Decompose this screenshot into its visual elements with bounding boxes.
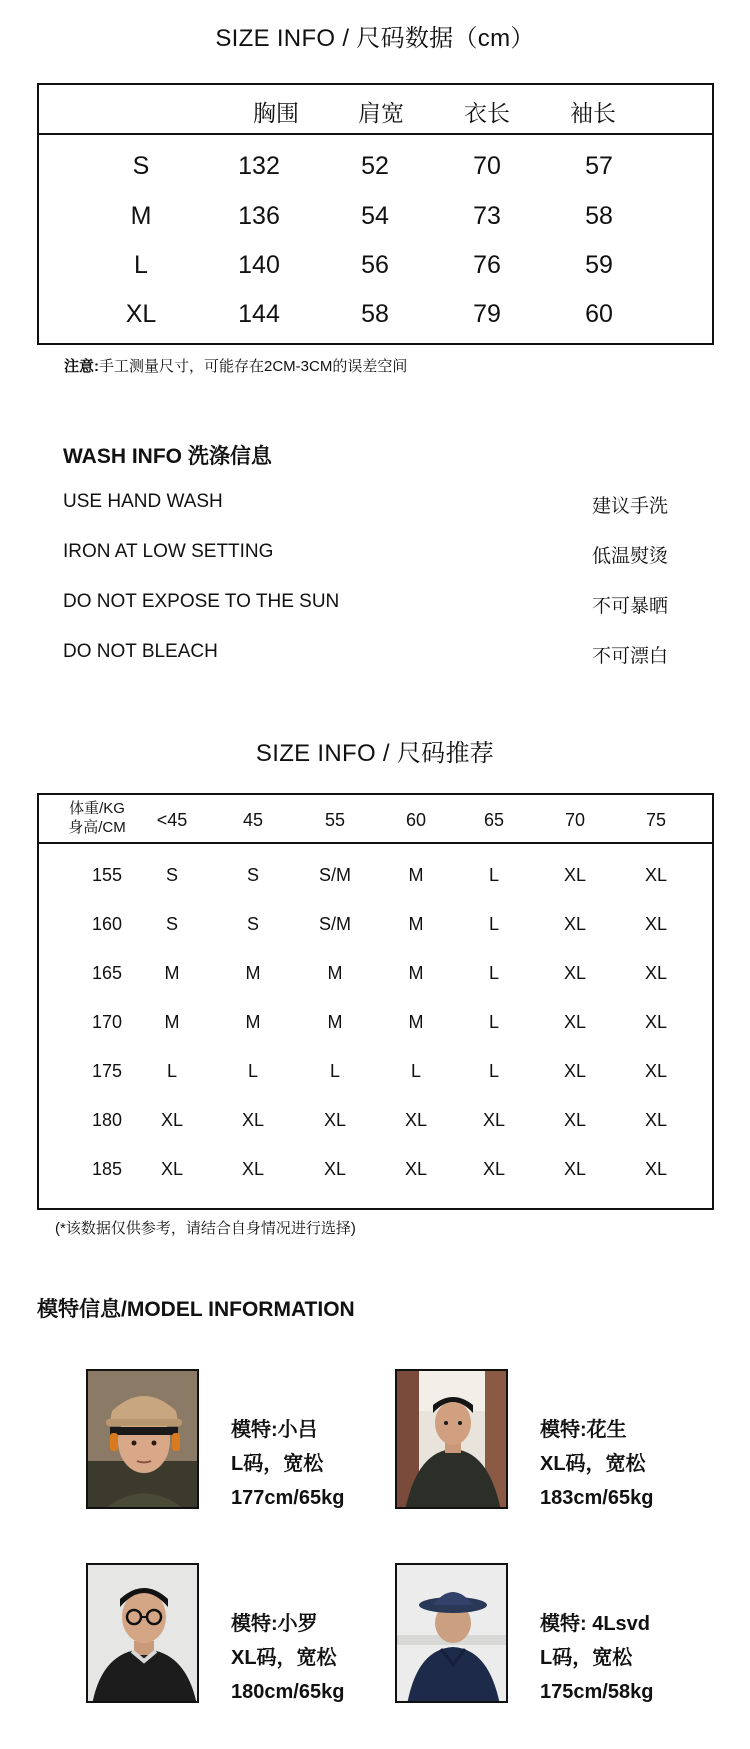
chest-value: 144 <box>238 300 280 328</box>
recommended-size: M <box>164 1012 180 1032</box>
header-chest: 胸围 <box>253 100 299 126</box>
model-stats: 177cm/65kg <box>231 1487 345 1509</box>
recommended-size: M <box>408 963 424 983</box>
height-value: 160 <box>91 914 123 934</box>
recommended-size: L <box>329 1061 340 1081</box>
model-size: L码，宽松 <box>231 1453 324 1475</box>
recommended-size: XL <box>563 1012 587 1032</box>
chest-value: 136 <box>238 202 280 230</box>
model-name: 模特:小吕 <box>231 1419 318 1441</box>
recommended-size: S/M <box>318 914 351 934</box>
weight-header: 55 <box>324 810 346 830</box>
recommended-size: L <box>488 865 499 885</box>
size-info-title: SIZE INFO / 尺码数据（cm） <box>215 25 535 52</box>
chest-value: 140 <box>238 251 280 279</box>
measurement-note <box>64 355 407 376</box>
recommended-size: XL <box>323 1110 347 1130</box>
corner-header <box>57 799 137 837</box>
recommended-size: XL <box>563 914 587 934</box>
weight-header: <45 <box>156 810 188 830</box>
model-info <box>540 1607 653 1709</box>
model-portrait-icon <box>88 1371 199 1509</box>
recommend-note: (*该数据仅供参考，请结合自身情况进行选择) <box>55 1220 356 1237</box>
table-row <box>39 251 712 291</box>
model-stats: 180cm/65kg <box>231 1681 345 1703</box>
wash-item <box>63 541 668 569</box>
recommended-size: XL <box>241 1159 265 1179</box>
weight-header: 60 <box>405 810 427 830</box>
recommended-size: L <box>410 1061 421 1081</box>
recommended-size: M <box>327 1012 343 1032</box>
recommended-size: XL <box>404 1110 428 1130</box>
wash-item <box>63 591 668 619</box>
model-photo <box>86 1563 199 1703</box>
model-name: 模特:花生 <box>540 1419 627 1441</box>
recommended-size: M <box>408 914 424 934</box>
wash-item-zh: 不可漂白 <box>591 646 668 667</box>
weight-header: 70 <box>564 810 586 830</box>
wash-item-en: DO NOT BLEACH <box>63 641 218 662</box>
shoulder-value: 58 <box>361 300 389 328</box>
sleeve-value: 57 <box>585 152 613 180</box>
note-label: 注意: <box>64 358 99 375</box>
recommended-size: XL <box>644 1012 668 1032</box>
height-value: 170 <box>91 1012 123 1032</box>
recommended-size: S <box>246 865 259 885</box>
recommended-size: XL <box>563 1110 587 1130</box>
recommended-size: S <box>165 914 178 934</box>
size-label: S <box>132 152 150 180</box>
recommended-size: M <box>164 963 180 983</box>
model-size: L码，宽松 <box>540 1647 633 1669</box>
length-value: 79 <box>473 300 501 328</box>
wash-item-zh: 建议手洗 <box>591 496 668 517</box>
recommended-size: XL <box>160 1110 184 1130</box>
recommended-size: XL <box>323 1159 347 1179</box>
wash-item-en: DO NOT EXPOSE TO THE SUN <box>63 591 340 612</box>
length-value: 70 <box>473 152 501 180</box>
note-text: 手工测量尺寸，可能存在2CM-3CM的误差空间 <box>99 358 408 375</box>
recommended-size: XL <box>563 1061 587 1081</box>
recommended-size: XL <box>644 1061 668 1081</box>
wash-item <box>63 491 668 519</box>
weight-header: 45 <box>242 810 264 830</box>
recommended-size: XL <box>482 1159 506 1179</box>
recommended-size: S/M <box>318 865 351 885</box>
size-label: XL <box>125 300 157 328</box>
recommended-size: L <box>488 963 499 983</box>
header-length: 衣长 <box>464 100 510 126</box>
recommended-size: L <box>247 1061 258 1081</box>
wash-item-en: IRON AT LOW SETTING <box>63 541 274 562</box>
model-photo <box>395 1369 508 1509</box>
wash-item-en: USE HAND WASH <box>63 491 223 512</box>
length-value: 73 <box>473 202 501 230</box>
recommended-size: L <box>488 1012 499 1032</box>
wash-item-zh: 低温熨烫 <box>591 546 668 567</box>
table-row <box>39 202 712 242</box>
recommended-size: XL <box>644 1159 668 1179</box>
recommended-size: XL <box>404 1159 428 1179</box>
recommended-size: XL <box>644 1110 668 1130</box>
shoulder-value: 52 <box>361 152 389 180</box>
weight-header: 65 <box>483 810 505 830</box>
model-size: XL码，宽松 <box>540 1453 646 1475</box>
recommended-size: M <box>245 963 261 983</box>
recommended-size: L <box>488 1061 499 1081</box>
weight-axis-label: 体重/KG <box>69 800 125 817</box>
header-sleeve: 袖长 <box>570 100 616 126</box>
model-stats: 175cm/58kg <box>540 1681 654 1703</box>
wash-item <box>63 641 668 669</box>
model-info <box>231 1413 344 1515</box>
weight-header: 75 <box>645 810 667 830</box>
model-portrait-icon <box>88 1565 199 1703</box>
model-photo <box>86 1369 199 1509</box>
model-photo <box>395 1563 508 1703</box>
height-value: 175 <box>91 1061 123 1081</box>
recommended-size: L <box>488 914 499 934</box>
shoulder-value: 54 <box>361 202 389 230</box>
recommended-size: S <box>246 914 259 934</box>
height-axis-label: 身高/CM <box>68 819 126 836</box>
recommended-size: XL <box>644 865 668 885</box>
recommended-size: XL <box>160 1159 184 1179</box>
wash-info-title: WASH INFO 洗涤信息 <box>63 445 272 468</box>
chest-value: 132 <box>238 152 280 180</box>
recommended-size: XL <box>563 865 587 885</box>
header-divider <box>39 133 712 135</box>
height-value: 180 <box>91 1110 123 1130</box>
sleeve-value: 59 <box>585 251 613 279</box>
sleeve-value: 58 <box>585 202 613 230</box>
model-stats: 183cm/65kg <box>540 1487 654 1509</box>
recommended-size: S <box>165 865 178 885</box>
height-value: 155 <box>91 865 123 885</box>
model-info <box>231 1607 344 1709</box>
size-recommend-table <box>37 793 714 1210</box>
size-label: M <box>130 202 152 230</box>
model-size: XL码，宽松 <box>231 1647 337 1669</box>
recommended-size: XL <box>563 1159 587 1179</box>
recommended-size: M <box>408 1012 424 1032</box>
header-divider <box>39 842 712 844</box>
table-row <box>39 300 712 340</box>
model-name: 模特: 4Lsvd <box>540 1613 651 1635</box>
recommended-size: XL <box>563 963 587 983</box>
wash-item-zh: 不可暴晒 <box>591 596 668 617</box>
shoulder-value: 56 <box>361 251 389 279</box>
recommended-size: XL <box>644 963 668 983</box>
recommended-size: M <box>408 865 424 885</box>
recommended-size: XL <box>644 914 668 934</box>
model-name: 模特:小罗 <box>231 1613 318 1635</box>
recommended-size: L <box>166 1061 177 1081</box>
sleeve-value: 60 <box>585 300 613 328</box>
recommended-size: M <box>327 963 343 983</box>
recommended-size: XL <box>241 1110 265 1130</box>
size-chart-table <box>37 83 714 345</box>
header-shoulder: 肩宽 <box>358 100 404 126</box>
length-value: 76 <box>473 251 501 279</box>
model-info <box>540 1413 653 1515</box>
size-label: L <box>134 251 148 279</box>
height-value: 185 <box>91 1159 123 1179</box>
model-portrait-icon <box>397 1565 508 1703</box>
model-info-title: 模特信息/MODEL INFORMATION <box>37 1298 355 1321</box>
size-recommend-title: SIZE INFO / 尺码推荐 <box>255 740 495 767</box>
recommended-size: M <box>245 1012 261 1032</box>
model-portrait-icon <box>397 1371 508 1509</box>
height-value: 165 <box>91 963 123 983</box>
recommended-size: XL <box>482 1110 506 1130</box>
table-row <box>39 152 712 192</box>
